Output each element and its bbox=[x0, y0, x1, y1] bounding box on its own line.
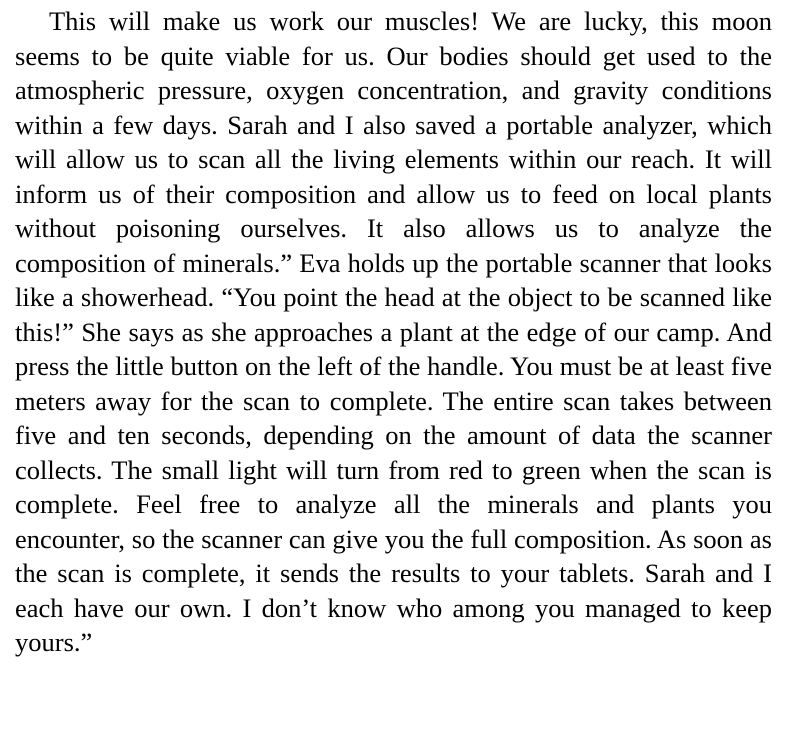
body-paragraph: This will make us work our muscles! We are lucky, this moon seems to be quite viable for us. Our bodies should get used to the atmospheric pressure, oxygen concentration, and gravity conditions within a few days. Sarah and I also saved a portable analyzer, which will allow us to scan all the living elements within our reach. It will inform us of their composition and allow us to feed on local plants without poisoning ourselves. It also allows us to analyze the composition of minerals.” Eva holds up the portable scanner that looks like a showerhead. “You point the head at the object to be scanned like this!” She says as she approaches a plant at the edge of our camp. And press the little button on the left of the handle. You must be at least five meters away for the scan to complete. The entire scan takes between five and ten seconds, depending on the amount of data the scanner collects. The small light will turn from red to green when the scan is complete. Feel free to analyze all the minerals and plants you encounter, so the scanner can give you the full composition. As soon as the scan is complete, it sends the results to your tablets. Sarah and I each have our own. I don’t know who among you managed to keep yours.” bbox=[15, 6, 772, 657]
